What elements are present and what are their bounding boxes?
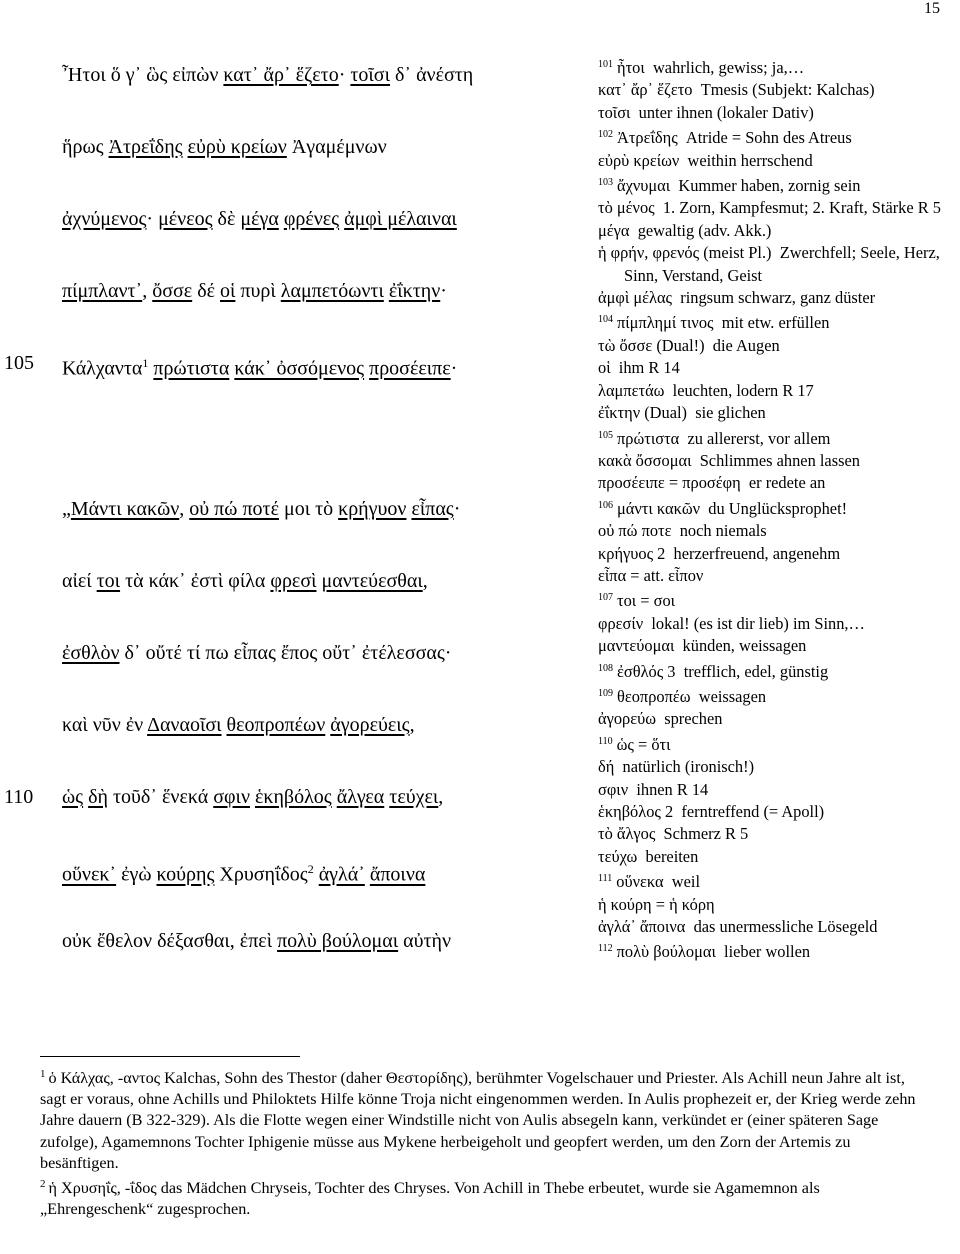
glossed-word: τεύχει <box>389 786 439 808</box>
line-number: 110 <box>4 786 34 808</box>
glossed-word: ἀμφὶ μέλαιναι <box>344 208 457 230</box>
glossed-word: τοῖσι <box>350 64 390 86</box>
vocab-term: ἐσθλός 3 <box>617 661 676 681</box>
glossed-word: φρένες <box>283 208 340 230</box>
vocab-term: εὐρὺ κρείων <box>598 150 680 170</box>
glossed-word: πρώτιστα <box>153 357 230 380</box>
verse-text-span: · <box>146 208 159 230</box>
vocab-term: τοῖσι <box>598 102 631 122</box>
vocab-entry <box>598 402 958 424</box>
verse-text-span: Χρυσηΐδος <box>214 863 308 886</box>
verse-text-span: , <box>179 498 190 520</box>
glossed-word: φρεσὶ <box>270 570 317 592</box>
vocab-entry <box>598 54 958 79</box>
vocab-line-number: 110 <box>598 735 613 747</box>
vocab-line-number: 107 <box>598 592 613 604</box>
vocab-entry <box>598 172 958 197</box>
vocab-entry <box>598 102 958 124</box>
vocab-definition: Atride = Sohn des Atreus <box>677 128 852 148</box>
vocab-entry <box>598 150 958 172</box>
vocab-term: κακὰ ὄσσομαι <box>598 450 692 470</box>
vocab-entry <box>598 197 958 219</box>
glossed-word: κούρης <box>156 863 215 886</box>
vocab-definition: die Augen <box>704 335 780 355</box>
verse-text-span: καὶ νῦν ἐν <box>62 714 148 736</box>
verse-line <box>62 784 443 810</box>
verse-text-span: Κάλχαντα <box>62 357 143 380</box>
vocab-term: πίμπλημί τινος <box>617 313 714 333</box>
vocab-definition: leuchten, lodern R 17 <box>664 380 814 400</box>
vocab-definition: trefflich, edel, günstig <box>675 661 829 681</box>
vocab-line-number: 105 <box>598 429 613 441</box>
glossed-word: κρήγυον <box>338 498 407 520</box>
glossed-word: ἑκηβόλος <box>254 786 332 808</box>
vocab-entry <box>598 587 958 612</box>
verse-text-span: · <box>338 64 351 86</box>
vocab-definition: ihnen R 14 <box>628 779 709 799</box>
vocab-entry <box>598 846 958 868</box>
vocab-entry <box>598 543 958 565</box>
vocab-term: τὸ μένος <box>598 198 655 218</box>
vocab-entry <box>598 868 958 893</box>
glossed-word: ἐΐκτην <box>388 280 441 302</box>
glossed-word: ἀγορεύεις <box>330 714 410 736</box>
verse-text-span: Ἀγαμέμνων <box>286 136 387 158</box>
vocab-term: τεύχω <box>598 846 638 866</box>
vocab-definition: er redete an <box>740 473 826 493</box>
glossed-word: μαντεύεσθαι <box>321 570 423 592</box>
vocab-line-number: 106 <box>598 499 613 511</box>
verse-text-span: , <box>142 280 153 302</box>
vocab-term: λαμπετάω <box>598 380 665 400</box>
vocab-entry <box>598 472 958 494</box>
vocab-term: ἑκηβόλος 2 <box>598 802 674 821</box>
footnote <box>40 1064 920 1174</box>
footnotes <box>40 1064 920 1220</box>
vocab-entry <box>598 495 958 520</box>
vocab-term: κατ᾽ ἄρ᾽ ἕζετο <box>598 80 693 100</box>
vocab-definition: weithin herrschend <box>679 150 813 170</box>
vocab-line-number: 111 <box>598 873 613 885</box>
vocab-entry <box>598 380 958 402</box>
vocab-definition: Schlimmes ahnen lassen <box>691 450 860 470</box>
vocab-entry <box>598 683 958 708</box>
vocab-definition: du Unglücksprophet! <box>700 498 848 518</box>
vocab-entry <box>598 335 958 357</box>
vocab-entry <box>598 287 958 309</box>
glossed-word: πολὺ βούλομαι <box>277 930 399 952</box>
glossed-word: Δαναοῖσι <box>147 714 222 736</box>
vocab-definition: Kummer haben, zornig sein <box>670 176 861 196</box>
glossed-word: σφιν <box>213 786 250 808</box>
vocab-entry <box>598 916 958 938</box>
verse-line <box>62 928 451 954</box>
vocab-entry <box>598 425 958 450</box>
verse-line <box>62 640 451 666</box>
footnote <box>40 1174 920 1220</box>
vocab-definition: noch niemals <box>671 521 767 541</box>
vocab-entry <box>598 635 958 657</box>
vocab-entry <box>598 658 958 683</box>
vocab-line-number: 104 <box>598 314 613 326</box>
vocab-term: μέγα <box>598 220 630 240</box>
vocab-term: ἡ φρήν, φρενός (meist Pl.) <box>598 243 772 263</box>
vocab-entry <box>598 520 958 542</box>
vocab-term: πρώτιστα <box>617 428 680 448</box>
verse-line <box>62 62 473 88</box>
verse-line <box>62 278 447 304</box>
vocab-entry <box>598 779 958 801</box>
vocab-term: ἐΐκτην (Dual) <box>598 403 687 423</box>
glossed-word: κάκ᾽ ὀσσόμενος <box>234 357 365 380</box>
vocab-definition: ferntreffend (= Apoll) <box>673 802 825 821</box>
vocab-term: Ἀτρεΐδης <box>617 128 678 148</box>
vocab-term: μαντεύομαι <box>598 636 675 656</box>
verse-text-span: πυρὶ <box>235 280 281 302</box>
vocab-line-number: 103 <box>598 177 613 189</box>
glossed-word: κατ᾽ ἄρ᾽ ἕζετο <box>223 64 339 86</box>
vocab-term: ἄχνυμαι <box>617 176 671 196</box>
verse-line <box>62 206 457 232</box>
vocab-definition: mit etw. erfüllen <box>713 313 830 333</box>
verse-text-span: „ <box>62 498 71 520</box>
vocab-term: τοι = σοι <box>617 591 676 611</box>
verse-text-span: · <box>450 357 458 380</box>
vocab-definition: lieber wollen <box>715 942 811 962</box>
glossed-word: οὕνεκ᾽ <box>62 863 117 886</box>
vocab-definition: Tmesis (Subjekt: Kalchas) <box>692 80 875 100</box>
vocab-definition: Schmerz R 5 <box>655 824 749 844</box>
vocab-term: θεοπροπέω <box>617 686 691 706</box>
vocab-term: δή <box>598 757 615 777</box>
glossed-word: θεοπροπέων <box>226 714 326 736</box>
glossed-word: μέγα <box>240 208 279 230</box>
glossed-word: μένεος <box>158 208 213 230</box>
footnote-ref: 2 <box>307 862 314 876</box>
vocab-entry <box>598 731 958 756</box>
glossed-word: Μάντι κακῶν <box>70 498 180 520</box>
page-number: 15 <box>924 0 940 17</box>
footnote-text: ὁ Κάλχας, -αντος Kalchas, Sohn des Thestor (daher Θεστορίδης), berühmter Vogelschauer und Priester. Als Achill neun Jahre alt ist, sagt er voraus, ohne Achills und Philoktets Hilfe könne Troja nicht eingenommen werden. In Aulis prophezeit er, der Krieg werde zehn Jahre dauern (B 322-329). Als die Flotte wegen einer Windstille nicht von Aulis absegeln kann, verkündet er (einer späteren Sage zufolge), Agamemnons Tochter Iphigenie müsse aus Mykene herbeigeholt und geopfert werden, um den Zorn der Artemis zu besänftigen. <box>40 1069 916 1172</box>
glossed-word: ἄλγεα <box>336 786 385 808</box>
vocab-term: ἡ κούρη = ἡ κόρη <box>598 894 715 914</box>
vocab-line-number: 109 <box>598 687 613 699</box>
vocab-definition: weissagen <box>690 686 767 706</box>
vocab-line-number: 102 <box>598 129 613 141</box>
verse-text-span: , <box>422 570 428 592</box>
vocab-definition: sprechen <box>656 709 723 729</box>
footnote-rule <box>40 1056 300 1057</box>
vocab-definition: bereiten <box>637 846 699 866</box>
vocab-entry <box>598 823 958 845</box>
vocab-term: οὐ πώ ποτε <box>598 521 672 541</box>
glossed-word: ἀχνύμενος <box>62 208 147 230</box>
glossed-word: ἄποινα <box>369 863 426 886</box>
vocab-term: ἦτοι <box>617 58 645 77</box>
vocab-entry <box>598 565 958 587</box>
vocab-term: ὡς = ὅτι <box>616 734 671 754</box>
verse-line <box>62 134 387 160</box>
glossed-word: τοι <box>96 570 121 592</box>
footnote-number: 1 <box>40 1068 46 1080</box>
vocab-entry <box>598 124 958 149</box>
verse-text-span: αὐτὴν <box>398 930 452 952</box>
verse-line <box>62 568 428 594</box>
verse-line <box>62 856 425 888</box>
verse-text-span: μοι τὸ <box>278 498 339 520</box>
vocab-definition: wahrlich, gewiss; ja,… <box>644 58 805 77</box>
vocab-entry <box>598 894 958 916</box>
glossed-word: ὄσσε <box>152 280 193 302</box>
vocab-entry <box>598 220 958 242</box>
vocab-entry <box>598 357 958 379</box>
vocab-definition: ihm R 14 <box>610 358 680 378</box>
verse-text-span: οὐκ ἔθελον δέξασθαι, ἐπεὶ <box>62 930 278 952</box>
vocab-definition: lokal! (es ist dir lieb) im Sinn,… <box>643 613 865 633</box>
vocabulary-column <box>598 54 958 964</box>
vocab-entry <box>598 708 958 730</box>
glossed-word: προσέειπε <box>369 357 451 380</box>
verse-line <box>62 350 457 382</box>
verse-text-span: ἥρως <box>62 136 109 158</box>
verse-text-span: ἐγὼ <box>116 863 157 886</box>
vocab-term: ἀμφὶ μέλας <box>598 288 673 308</box>
vocab-term: εἶπα = att. εἶπον <box>598 565 704 585</box>
vocab-line-number: 101 <box>598 59 613 70</box>
vocab-definition: gewaltig (adv. Akk.) <box>629 220 772 240</box>
vocab-line-number: 108 <box>598 662 613 674</box>
glossed-word: Ἀτρεΐδης <box>108 136 183 158</box>
verse-text-span: δ᾽ ἀνέστη <box>389 64 474 86</box>
vocab-term: προσέειπε = προσέφη <box>598 473 741 493</box>
vocab-entry <box>598 79 958 101</box>
glossed-word: οἱ <box>220 280 236 302</box>
vocab-term: σφιν <box>598 779 629 799</box>
vocab-term: κρήγυος 2 <box>598 543 666 563</box>
vocab-line-number: 112 <box>598 943 613 955</box>
vocab-term: τὼ ὄσσε (Dual!) <box>598 335 705 355</box>
glossed-word: λαμπετόωντι <box>280 280 384 302</box>
glossed-word: οὐ πώ ποτέ <box>189 498 279 520</box>
vocab-definition: herzerfreuend, angenehm <box>665 543 841 563</box>
verse-line <box>62 496 460 522</box>
vocab-term: φρεσίν <box>598 613 644 633</box>
verse-text-span: δέ <box>192 280 221 302</box>
vocab-term: ἀγορεύω <box>598 709 656 729</box>
glossed-word: εὐρὺ κρείων <box>187 136 287 158</box>
vocab-definition: künden, weissagen <box>674 636 807 656</box>
vocab-term: ἀγλά᾽ ἄποινα <box>598 917 686 937</box>
glossed-word: ὡς <box>62 786 84 808</box>
vocab-entry <box>598 309 958 334</box>
vocab-definition: das unermessliche Lösegeld <box>685 917 878 937</box>
footnote-text: ἡ Χρυσηΐς, -ΐδος das Mädchen Chryseis, Tochter des Chryses. Von Achill in Thebe erbeutet, wurde sie Agamemnon als „Ehrengeschenk“ zugesprochen. <box>40 1179 820 1219</box>
line-number: 105 <box>4 352 34 374</box>
vocab-entry <box>598 613 958 635</box>
glossed-word: δὴ <box>88 786 108 808</box>
vocab-entry <box>598 756 958 778</box>
footnote-ref: 1 <box>142 356 149 370</box>
glossed-word: ἐσθλὸν <box>62 642 120 664</box>
verse-text-span: Ἦτοι ὅ γ᾽ ὣς εἰπὼν <box>62 64 224 86</box>
vocab-term: οὕνεκα <box>616 872 664 892</box>
vocab-definition: ringsum schwarz, ganz düster <box>672 288 876 308</box>
verse-line <box>62 712 415 738</box>
glossed-word: ἀγλά᾽ <box>318 863 365 886</box>
verse-text-span: αἰεί <box>62 570 97 592</box>
vocab-entry <box>598 242 958 287</box>
vocab-entry <box>598 801 958 823</box>
vocab-entry <box>598 938 958 963</box>
vocab-term: πολὺ βούλομαι <box>616 942 716 962</box>
vocab-definition: zu allererst, vor allem <box>679 428 831 448</box>
vocab-definition: sie glichen <box>687 403 766 423</box>
glossed-word: εἶπας <box>411 498 454 520</box>
footnote-number: 2 <box>40 1178 46 1191</box>
vocab-term: οἱ <box>598 358 611 378</box>
vocab-definition: 1. Zorn, Kampfesmut; 2. Kraft, Stärke R 5 <box>654 198 941 218</box>
vocab-term: τὸ ἄλγος <box>598 824 656 844</box>
vocab-definition: natürlich (ironisch!) <box>614 757 755 777</box>
verse-text-span: τὰ κάκ᾽ ἐστὶ φίλα <box>120 570 271 592</box>
verse-text-span: δ᾽ οὔτέ τί πω εἶπας ἔπος οὔτ᾽ ἐτέλεσσας· <box>119 642 452 664</box>
glossed-word: πίμπλαντ᾽ <box>62 280 143 302</box>
vocab-term: μάντι κακῶν <box>617 498 701 518</box>
verse-text-span: , <box>438 786 444 808</box>
verse-text-span: δὲ <box>212 208 241 230</box>
vocab-entry <box>598 450 958 472</box>
vocab-definition: weil <box>663 872 700 892</box>
vocab-definition: unter ihnen (lokaler Dativ) <box>630 102 814 122</box>
verse-text-span: , <box>409 714 415 736</box>
verse-text-span: · <box>453 498 461 520</box>
vocab-definition: Zwerchfell; Seele, Herz, Sinn, Verstand, Geist <box>624 243 940 285</box>
verse-text-span: τοῦδ᾽ ἕνεκά <box>107 786 214 808</box>
verse-text-span: · <box>440 280 447 302</box>
